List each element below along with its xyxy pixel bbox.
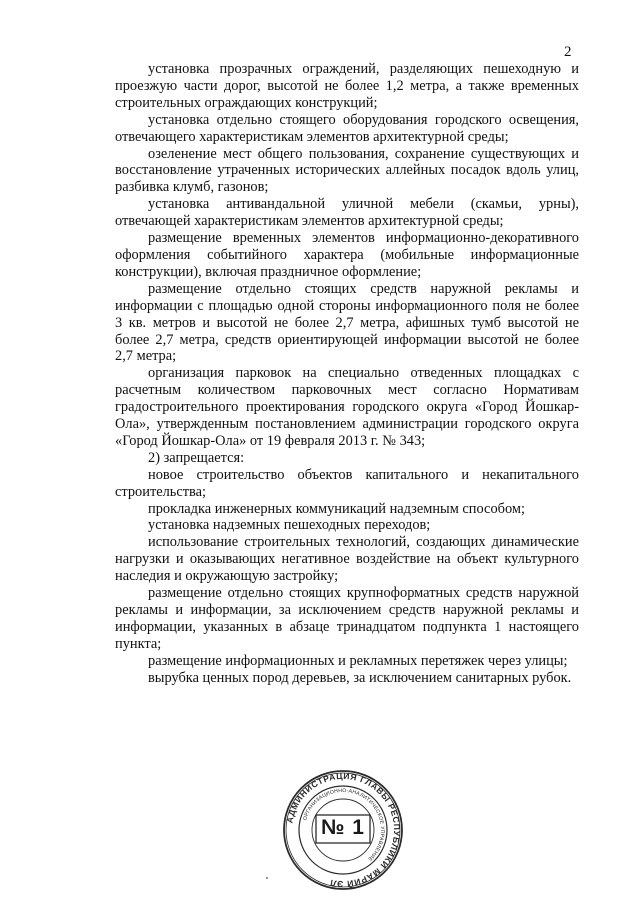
document-paragraph: установка прозрачных ограждений, разделяющих пешеходную и проезжую части дорог, высотой не более 1,2 метра, а также временных строительных ограждающих конструкций;: [115, 61, 579, 111]
document-paragraph: установка надземных пешеходных переходов;: [148, 517, 431, 534]
document-paragraph: новое строительство объектов капитального и некапитального строительства;: [115, 466, 579, 500]
document-paragraph: размещение информационных и рекламных перетяжек через улицы;: [148, 652, 568, 669]
svg-text:АДМИНИСТРАЦИЯ ГЛАВЫ РЕСПУБЛИКИ: АДМИНИСТРАЦИЯ ГЛАВЫ РЕСПУБЛИКИ МАРИЙ ЭЛ: [284, 770, 403, 890]
document-paragraph: прокладка инженерных коммуникаций надземным способом;: [148, 500, 525, 517]
stamp-number: № 1: [321, 816, 365, 839]
document-paragraph: организация парковок на специально отведенных площадках с расчетным количеством парковочных мест согласно Нормативам градостроительного проектирования городского округа «Город Йошкар-Ола», утвержденным постановлением администрации городского округа «Город Йошкар-Ола» от 19 февраля 2013 г. № 343;: [115, 365, 579, 449]
document-paragraph: 2) запрещается:: [148, 449, 245, 466]
document-paragraph: размещение временных элементов информационно-декоративного оформления событийного характера (мобильные информационные конструкции), включая праздничное оформление;: [115, 230, 579, 280]
document-paragraph: озеленение мест общего пользования, сохранение существующих и восстановление утраченных исторических аллейных посадок вдоль улиц, разбивка клумб, газонов;: [115, 145, 579, 196]
document-paragraph: установка антивандальной уличной мебели (скамьи, урны), отвечающей характеристикам элементов архитектурной среды;: [115, 196, 579, 230]
svg-text:ОРГАНИЗАЦИОННО-АНАЛИТИЧЕСКОЕ У: ОРГАНИЗАЦИОННО-АНАЛИТИЧЕСКОЕ УПРАВЛЕНИЕ: [302, 787, 386, 863]
document-paragraph: размещение отдельно стоящих крупноформатных средств наружной рекламы и информации, за исключением средств наружной рекламы и информации, указанных в абзаце тринадцатом подпункта 1 настоящего пункта;: [115, 585, 579, 652]
document-paragraph: использование строительных технологий, создающих динамические нагрузки и оказывающих негативное воздействие на объект культурного наследия и окружающую застройку;: [115, 534, 579, 585]
document-paragraph: установка отдельно стоящего оборудования городского освещения, отвечающего характеристикам элементов архитектурной среды;: [115, 111, 579, 145]
official-stamp: [282, 769, 404, 891]
scan-speck: [266, 877, 268, 879]
document-paragraph: размещение отдельно стоящих средств наружной рекламы и информации с площадью одной стороны информационного поля не более 3 кв. метров и высотой не более 2,7 метра, афишных тумб высотой не более 2,7 метра, средств ориентирующей информации высотой не более 2,7 метра;: [115, 280, 579, 365]
document-body: [115, 61, 579, 687]
document-paragraph: вырубка ценных пород деревьев, за исключением санитарных рубок.: [148, 669, 572, 686]
page-number: 2: [564, 44, 572, 60]
